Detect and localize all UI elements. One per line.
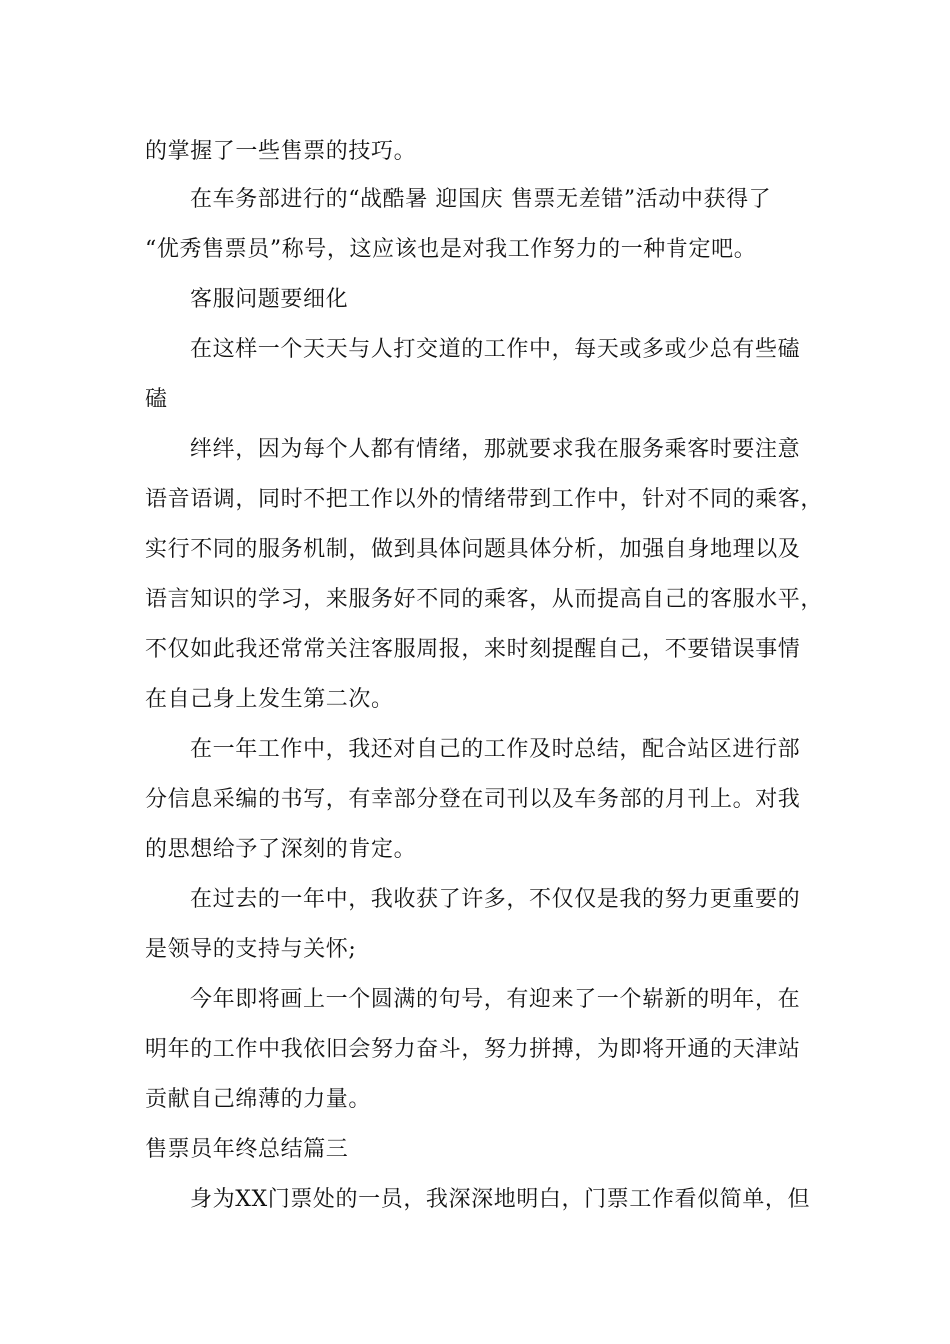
section-heading: 客服问题要细化: [190, 287, 349, 312]
text-line: 实行不同的服务机制，做到具体问题具体分析，加强自身地理以及: [145, 537, 801, 562]
text-line: 语言知识的学习，来服务好不同的乘客，从而提高自己的客服水平，: [145, 587, 824, 612]
text-line: 不仅如此我还常常关注客服周报，来时刻提醒自己，不要错误事情: [145, 637, 801, 662]
text-line: 贡献自己绵薄的力量。: [145, 1087, 372, 1112]
text-line: 明年的工作中我依旧会努力奋斗，努力拼搏，为即将开通的天津站: [145, 1037, 801, 1062]
text-line: 在自己身上发生第二次。: [145, 687, 394, 712]
text-line: 语音语调，同时不把工作以外的情绪带到工作中，针对不同的乘客，: [145, 487, 824, 512]
text-line: 今年即将画上一个圆满的句号，有迎来了一个崭新的明年，在: [190, 987, 801, 1012]
text-line: 的思想给予了深刻的肯定。: [145, 837, 417, 862]
text-line: 绊绊，因为每个人都有情绪，那就要求我在服务乘客时要注意: [190, 437, 801, 462]
text-line: 身为XX门票处的一员，我深深地明白，门票工作看似简单，但: [190, 1187, 811, 1212]
text-line: 的掌握了一些售票的技巧。: [145, 139, 417, 164]
text-line: 在这样一个天天与人打交道的工作中，每天或多或少总有些磕: [190, 337, 801, 362]
text-line: 在车务部进行的“战酷暑 迎国庆 售票无差错”活动中获得了: [190, 187, 772, 212]
text-line: 磕: [145, 387, 168, 412]
text-line: “优秀售票员”称号，这应该也是对我工作努力的一种肯定吧。: [145, 237, 757, 262]
text-line: 分信息采编的书写，有幸部分登在司刊以及车务部的月刊上。对我: [145, 787, 801, 812]
text-line: 在过去的一年中，我收获了许多，不仅仅是我的努力更重要的: [190, 887, 801, 912]
section-title: 售票员年终总结篇三: [145, 1137, 349, 1162]
text-line: 在一年工作中，我还对自己的工作及时总结，配合站区进行部: [190, 737, 801, 762]
text-line: 是领导的支持与关怀;: [145, 937, 357, 962]
